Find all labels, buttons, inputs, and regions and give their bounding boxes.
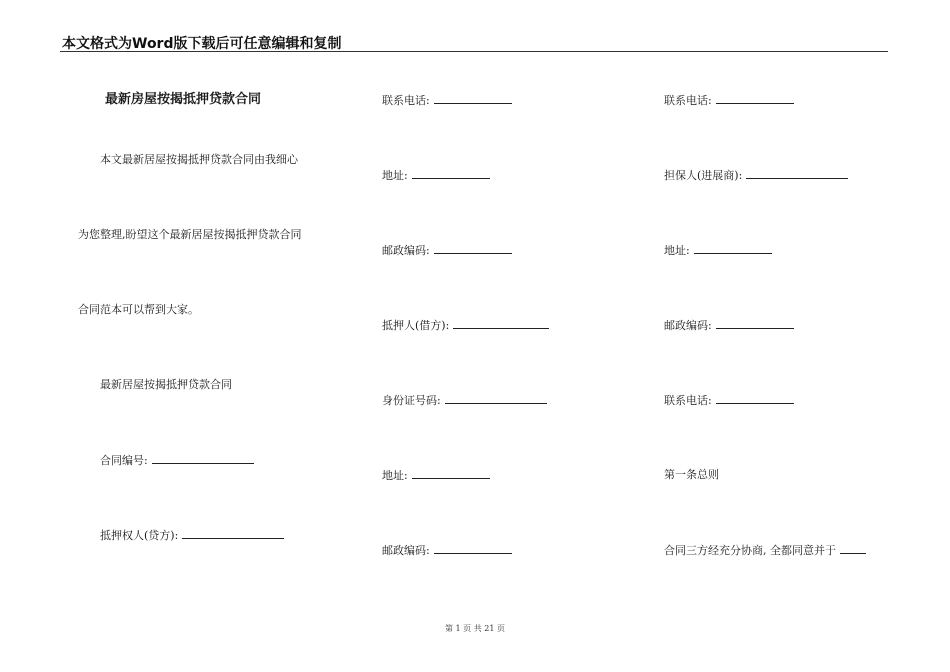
footer-total-word: 共 — [473, 624, 482, 633]
mortgagor-label: 抵押人(借方): — [382, 319, 450, 332]
intro-line-2: 为您整理,盼望这个最新居屋按揭抵押贷款合同 — [78, 228, 302, 241]
mortgagee-label: 抵押权人(贷方): — [100, 529, 179, 542]
contract-number-blank — [152, 453, 254, 464]
page-footer — [0, 623, 950, 634]
phone-label: 联系电话: — [382, 94, 430, 107]
postcode-blank — [434, 543, 512, 554]
address-label: 地址: — [664, 244, 690, 257]
intro-line-3: 合同范本可以帮到大家。 — [78, 303, 199, 316]
phone-blank — [716, 93, 794, 104]
postcode-label: 邮政编码: — [382, 244, 430, 257]
mortgagee-field — [100, 528, 284, 543]
article-1-title: 第一条总则 — [664, 468, 719, 481]
borrower-phone-field — [382, 93, 512, 108]
mortgagee-blank — [182, 528, 284, 539]
guarantor-label: 担保人(进展商): — [664, 169, 743, 182]
guarantor-blank — [746, 168, 848, 179]
contract-number-field — [100, 453, 254, 468]
footer-page-word: 页 — [463, 624, 472, 633]
phone-blank — [716, 393, 794, 404]
mortgagor-blank — [453, 318, 549, 329]
address-label: 地址: — [382, 169, 408, 182]
address-blank — [412, 468, 490, 479]
id-number-label: 身份证号码: — [382, 394, 441, 407]
address-blank — [412, 168, 490, 179]
guarantor-field — [664, 168, 848, 183]
id-number-field — [382, 393, 547, 408]
current-page-number: 1 — [455, 624, 461, 633]
address-field-1 — [382, 168, 490, 183]
phone-field-1 — [664, 93, 794, 108]
document-header: 本文格式为Word版下载后可任意编辑和复制 — [62, 36, 342, 52]
guarantor-address-field — [664, 243, 772, 258]
address-blank — [694, 243, 772, 254]
article-1-text: 合同三方经充分协商, 全都同意并于 — [664, 544, 836, 557]
phone-label: 联系电话: — [664, 94, 712, 107]
phone-blank — [434, 93, 512, 104]
contract-subtitle: 最新居屋按揭抵押贷款合同 — [100, 378, 232, 391]
postcode-label: 邮政编码: — [664, 319, 712, 332]
postcode-label: 邮政编码: — [382, 544, 430, 557]
total-page-count: 21 — [484, 624, 495, 633]
phone-label: 联系电话: — [664, 394, 712, 407]
postcode-field-1 — [382, 243, 512, 258]
article-1-text-field — [664, 543, 866, 558]
address-label: 地址: — [382, 469, 408, 482]
document-title: 最新房屋按揭抵押贷款合同 — [105, 92, 262, 107]
guarantor-postcode-field — [664, 318, 794, 333]
footer-prefix: 第 — [444, 624, 453, 633]
intro-line-1: 本文最新居屋按揭抵押贷款合同由我细心 — [100, 153, 298, 166]
phone-field-2 — [664, 393, 794, 408]
header-rule — [60, 51, 888, 52]
id-number-blank — [445, 393, 547, 404]
address-field-2 — [382, 468, 490, 483]
mortgagor-field — [382, 318, 549, 333]
contract-number-label: 合同编号: — [100, 454, 148, 467]
article-1-blank — [840, 543, 866, 554]
postcode-blank — [716, 318, 794, 329]
postcode-field-2 — [382, 543, 512, 558]
footer-suffix: 页 — [497, 624, 505, 633]
postcode-blank — [434, 243, 512, 254]
